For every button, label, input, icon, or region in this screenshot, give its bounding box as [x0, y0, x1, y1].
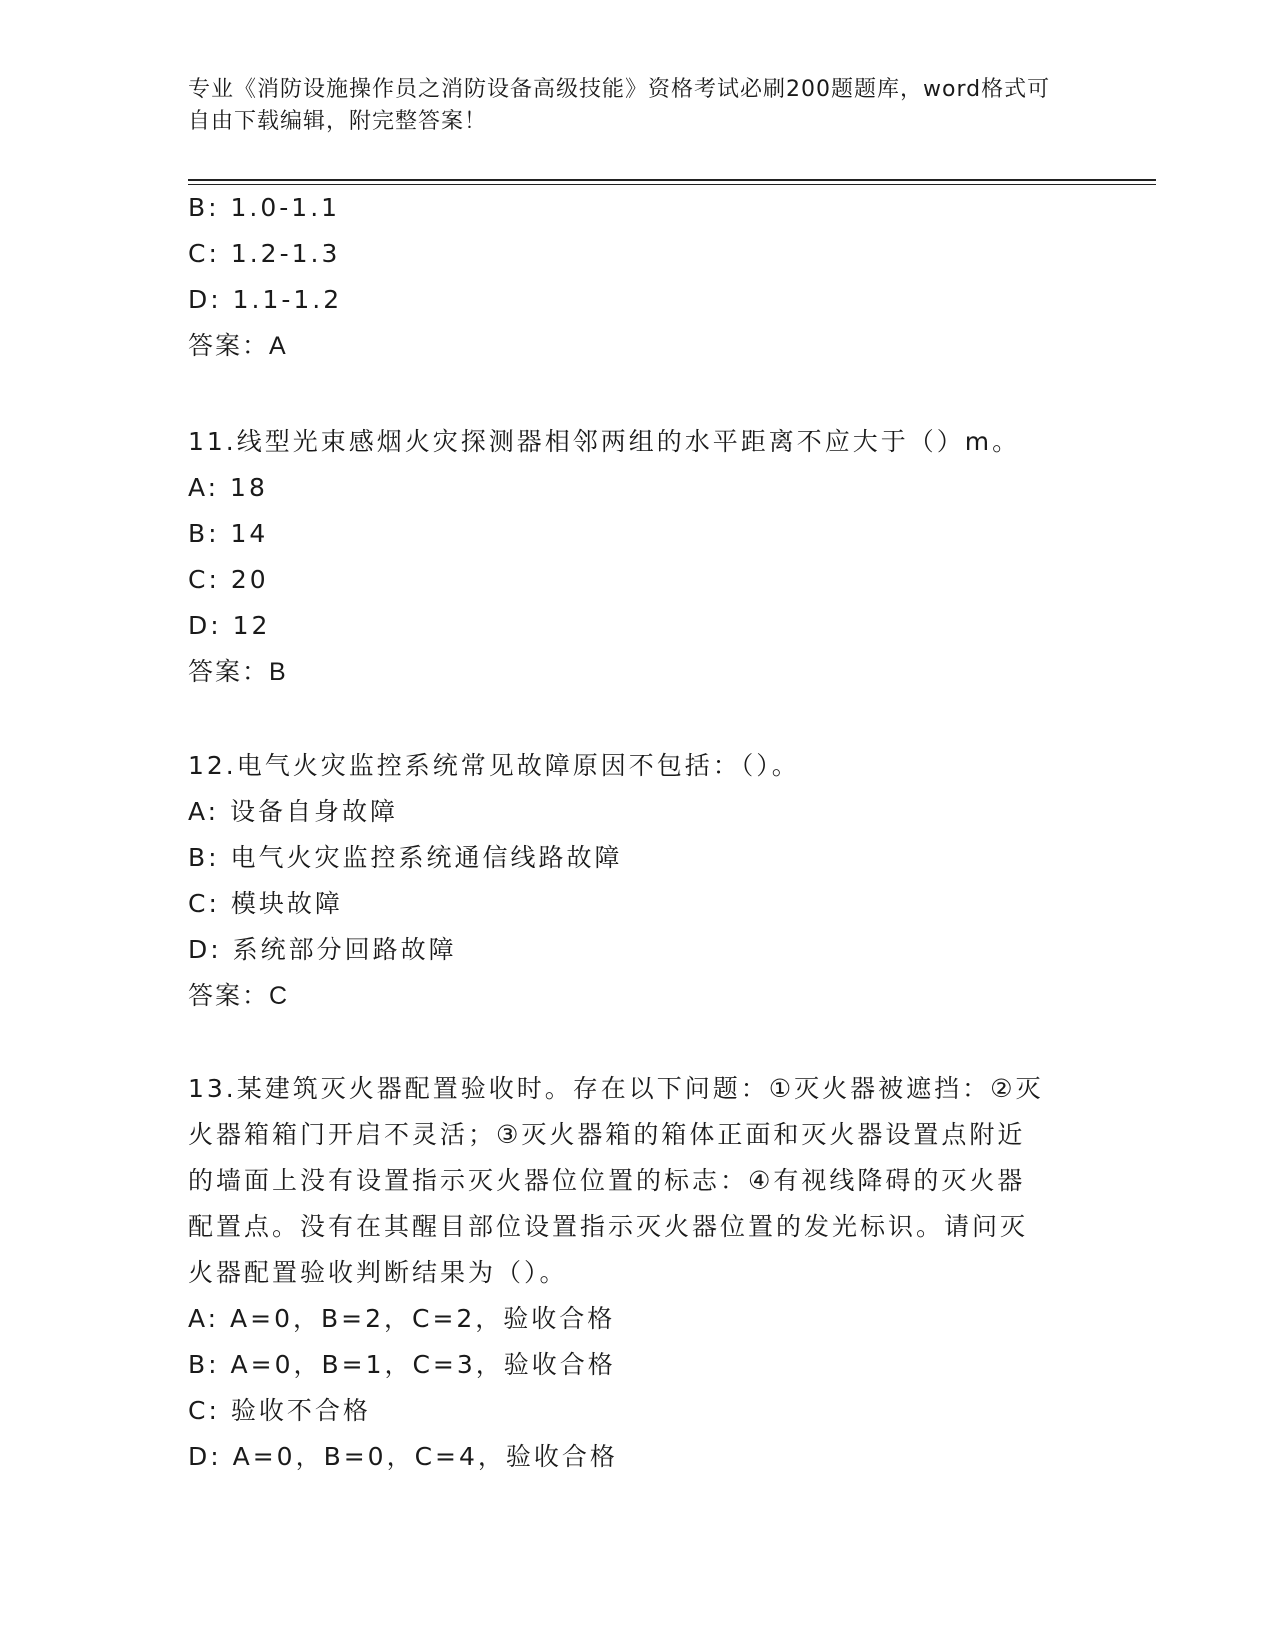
q10-option-b: B: 1.0-1.1: [188, 193, 341, 222]
q10-option-d: D: 1.1-1.2: [188, 285, 343, 314]
q12-option-d: D: 系统部分回路故障: [188, 935, 457, 964]
q12-option-b: B: 电气火灾监控系统通信线路故障: [188, 843, 623, 872]
q13-option-b: B: A=0，B=1，C=3，验收合格: [188, 1350, 616, 1379]
q13-option-d: D: A=0，B=0，C=4，验收合格: [188, 1442, 618, 1471]
q10-option-c: C: 1.2-1.3: [188, 239, 341, 268]
q12-answer: 答案：C: [188, 982, 290, 1010]
q13-stem-line-2: 火器箱箱门开启不灵活；③灭火器箱的箱体正面和灭火器设置点附近: [188, 1120, 1026, 1149]
q11-answer: 答案：B: [188, 658, 288, 686]
q12-option-c: C: 模块故障: [188, 889, 343, 918]
q13-option-a: A: A=0，B=2，C=2，验收合格: [188, 1304, 616, 1333]
q11-option-d: D: 12: [188, 611, 271, 640]
q10-answer: 答案：A: [188, 332, 288, 360]
document-header: 专业《消防设施操作员之消防设备高级技能》资格考试必刷200题题库，word格式可自由下载编辑，附完整答案！: [188, 77, 1051, 134]
q11-option-a: A: 18: [188, 473, 268, 502]
q13-stem-line-5: 火器配置验收判断结果为（）。: [188, 1258, 568, 1287]
q13-option-c: C: 验收不合格: [188, 1396, 371, 1425]
q13-stem-line-4: 配置点。没有在其醒目部位设置指示灭火器位置的发光标识。请问灭: [188, 1212, 1029, 1241]
q11-stem: 11.线型光束感烟火灾探测器相邻两组的水平距离不应大于（）m。: [188, 427, 1021, 456]
header-divider: [188, 179, 1156, 181]
q13-stem-line-1: 13.某建筑灭火器配置验收时。存在以下问题：①灭火器被遮挡：②灭: [188, 1074, 1044, 1103]
q12-stem: 12.电气火灾监控系统常见故障原因不包括：（）。: [188, 751, 800, 780]
q11-option-c: C: 20: [188, 565, 269, 594]
q13-stem-line-3: 的墙面上没有设置指示灭火器位位置的标志：④有视线降碍的灭火器: [188, 1166, 1026, 1195]
q11-option-b: B: 14: [188, 519, 269, 548]
q12-option-a: A: 设备自身故障: [188, 797, 399, 826]
